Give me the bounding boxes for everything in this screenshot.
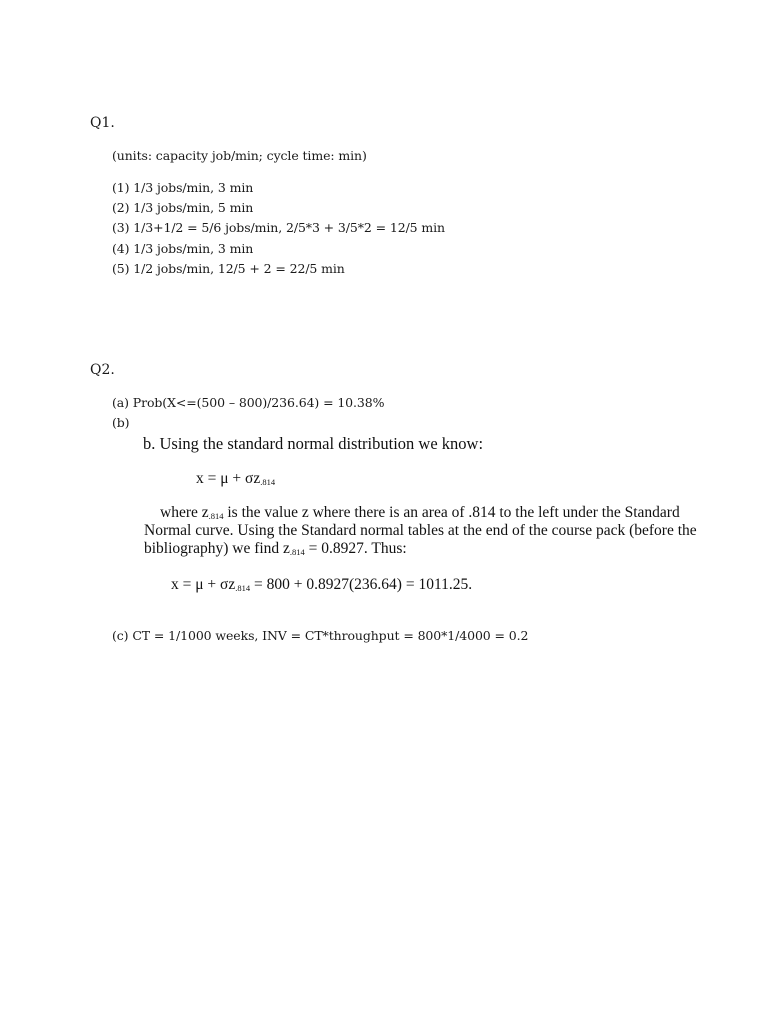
para-line1-subscript: .814 bbox=[208, 511, 224, 521]
para-line3-post: = 0.8927. Thus: bbox=[304, 540, 407, 557]
q1-item-5: (5) 1/2 jobs/min, 12/5 + 2 = 22/5 min bbox=[112, 261, 345, 276]
q1-units-note: (units: capacity job/min; cycle time: min) bbox=[112, 148, 367, 163]
q1-item-3: (3) 1/3+1/2 = 5/6 jobs/min, 2/5*3 + 3/5*2 = 12/5 min bbox=[112, 220, 446, 235]
q2-title: Q2. bbox=[90, 362, 115, 378]
q1-item-1: (1) 1/3 jobs/min, 3 min bbox=[112, 180, 254, 195]
para-line1-pre: where z bbox=[160, 504, 209, 521]
q2-part-a: (a) Prob(X<=(500 – 800)/236.64) = 10.38% bbox=[112, 395, 385, 410]
part-b-para-line-2: Normal curve. Using the Standard normal tables at the end of the course pack (before the bbox=[144, 522, 697, 539]
result-post: = 800 + 0.8927(236.64) = 1011.25. bbox=[250, 576, 473, 593]
part-b-formula bbox=[196, 470, 275, 488]
part-b-heading: b. Using the standard normal distribution we know: bbox=[143, 434, 484, 453]
q1-title: Q1. bbox=[90, 115, 115, 131]
q2-part-b-label: (b) bbox=[112, 415, 130, 430]
formula-subscript: .814 bbox=[260, 477, 276, 487]
q1-item-4: (4) 1/3 jobs/min, 3 min bbox=[112, 241, 254, 256]
formula-main: x = μ + σz bbox=[196, 470, 261, 487]
para-line3-subscript: .814 bbox=[289, 547, 305, 557]
part-b-result bbox=[171, 576, 472, 594]
q1-item-2: (2) 1/3 jobs/min, 5 min bbox=[112, 200, 254, 215]
para-line1-post: is the value z where there is an area of .814 to the left under the Standard bbox=[223, 504, 680, 521]
result-pre: x = μ + σz bbox=[171, 576, 236, 593]
part-b-para-line-1 bbox=[160, 504, 680, 522]
part-b-para-line-3 bbox=[144, 540, 407, 558]
result-subscript: .814 bbox=[235, 583, 251, 593]
para-line3-pre: bibliography) we find z bbox=[144, 540, 290, 557]
q2-part-c: (c) CT = 1/1000 weeks, INV = CT*throughput = 800*1/4000 = 0.2 bbox=[112, 628, 529, 643]
